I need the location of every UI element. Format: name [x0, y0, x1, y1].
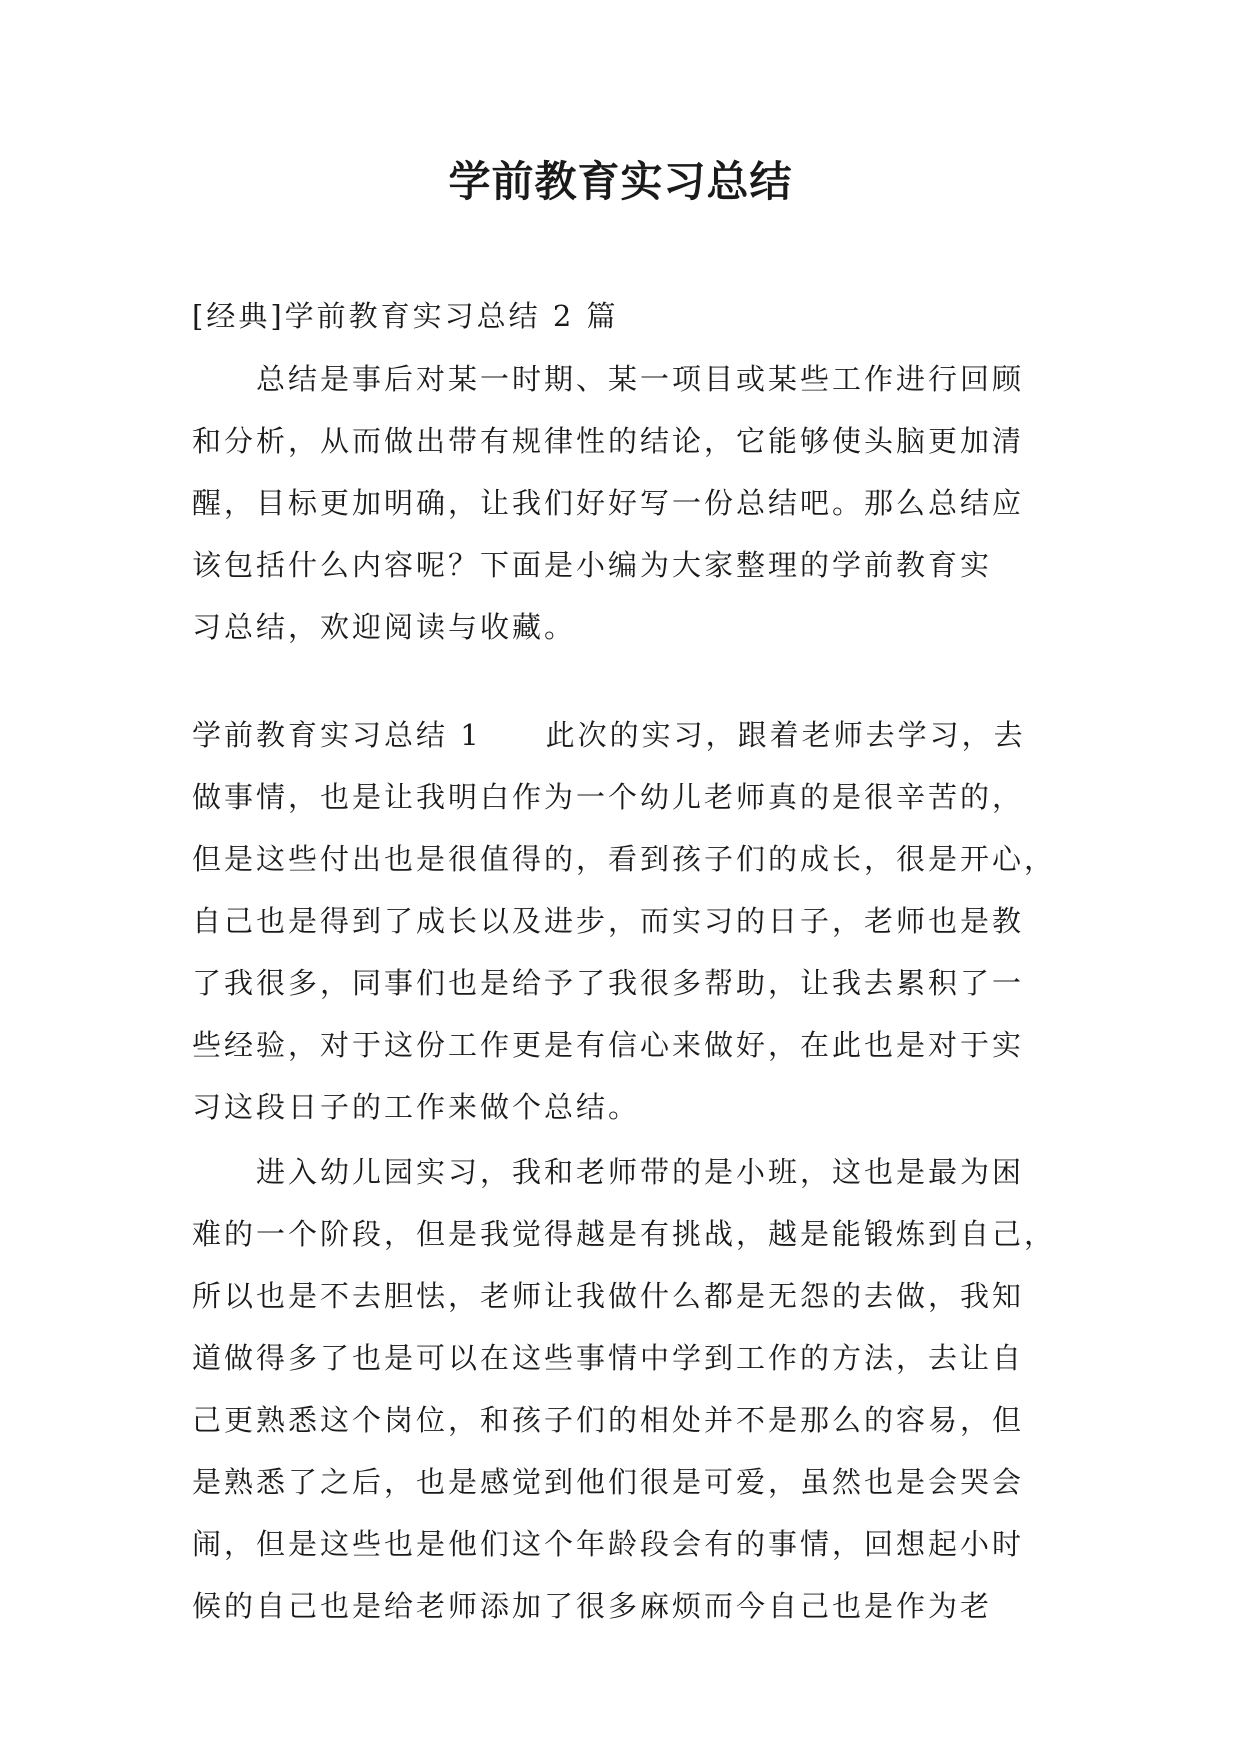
intro-line: 该包括什么内容呢？下面是小编为大家整理的学前教育实	[192, 548, 993, 582]
para2-line: 候的自己也是给老师添加了很多麻烦而今自己也是作为老	[192, 1589, 993, 1623]
document-subtitle: [经典]学前教育实习总结 2 篇	[192, 299, 619, 333]
section1-line: 自己也是得到了成长以及进步，而实习的日子，老师也是教	[192, 904, 1025, 938]
section1-line: 做事情，也是让我明白作为一个幼儿老师真的是很辛苦的，	[192, 780, 1025, 814]
section1-line: 了我很多，同事们也是给予了我很多帮助，让我去累积了一	[192, 966, 1025, 1000]
document-title: 学前教育实习总结	[448, 157, 793, 206]
para2-line: 进入幼儿园实习，我和老师带的是小班，这也是最为困	[256, 1155, 1025, 1189]
section1-line: 但是这些付出也是很值得的，看到孩子们的成长，很是开心，	[192, 842, 1057, 876]
section1-line: 习这段日子的工作来做个总结。	[192, 1090, 641, 1124]
section1-line: 些经验，对于这份工作更是有信心来做好，在此也是对于实	[192, 1028, 1025, 1062]
para2-line: 所以也是不去胆怯，老师让我做什么都是无怨的去做，我知	[192, 1279, 1025, 1313]
intro-line: 醒，目标更加明确，让我们好好写一份总结吧。那么总结应	[192, 486, 1025, 520]
para2-line: 道做得多了也是可以在这些事情中学到工作的方法，去让自	[192, 1341, 1025, 1375]
section1-line: 学前教育实习总结 1 此次的实习，跟着老师去学习，去	[192, 718, 1026, 752]
para2-line: 闹，但是这些也是他们这个年龄段会有的事情，回想起小时	[192, 1527, 1025, 1561]
intro-line: 总结是事后对某一时期、某一项目或某些工作进行回顾	[256, 362, 1025, 396]
para2-line: 是熟悉了之后，也是感觉到他们很是可爱，虽然也是会哭会	[192, 1465, 1025, 1499]
intro-line: 和分析，从而做出带有规律性的结论，它能够使头脑更加清	[192, 424, 1025, 458]
intro-line: 习总结，欢迎阅读与收藏。	[192, 610, 577, 644]
para2-line: 己更熟悉这个岗位，和孩子们的相处并不是那么的容易，但	[192, 1403, 1025, 1437]
para2-line: 难的一个阶段，但是我觉得越是有挑战，越是能锻炼到自己，	[192, 1217, 1057, 1251]
